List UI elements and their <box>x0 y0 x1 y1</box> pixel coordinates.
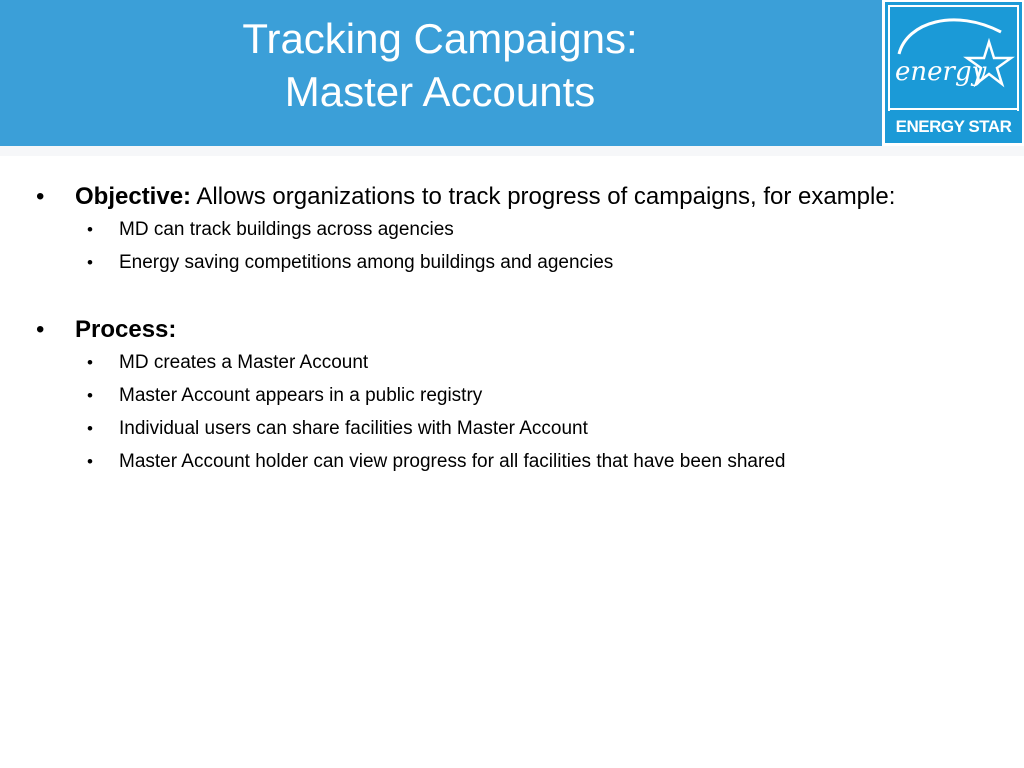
list-item <box>0 350 1024 375</box>
bullet-dot: • <box>87 220 93 239</box>
bullet-dot: • <box>87 452 93 471</box>
bullet-dot: • <box>36 316 45 343</box>
slide-title-line-2: Master Accounts <box>284 68 596 115</box>
list-item-text: MD creates a Master Account <box>119 352 369 373</box>
bullet-dot: • <box>36 183 45 210</box>
bullet-dot: • <box>87 419 93 438</box>
list-item <box>0 383 1024 408</box>
process-section <box>0 313 1024 474</box>
list-item <box>0 416 1024 441</box>
list-item-text: Master Account holder can view progress for all facilities that have been shared <box>119 451 786 472</box>
list-item-text: Individual users can share facilities with Master Account <box>119 418 588 439</box>
bullet-dot: • <box>87 386 93 405</box>
header-divider <box>0 146 1024 156</box>
slide-header <box>0 0 1024 146</box>
process-bullet <box>0 313 1024 346</box>
process-label: Process: <box>75 316 177 343</box>
logo-script-text: energy <box>895 57 987 87</box>
logo-label: ENERGY STAR <box>895 117 1012 136</box>
list-item-text: Master Account appears in a public registry <box>119 385 483 406</box>
slide-body <box>0 180 1024 482</box>
list-item-text: Energy saving competitions among buildings and agencies <box>119 252 614 273</box>
list-item-text: MD can track buildings across agencies <box>119 219 454 240</box>
objective-bullet <box>0 180 1024 213</box>
process-sub-list <box>0 350 1024 474</box>
objective-sub-list <box>0 217 1024 275</box>
objective-section <box>0 180 1024 275</box>
logo-panel <box>885 2 1022 143</box>
objective-label: Objective: <box>75 183 192 210</box>
list-item <box>0 250 1024 275</box>
slide-title-line-1: Tracking Campaigns: <box>242 15 638 62</box>
bullet-dot: • <box>87 353 93 372</box>
list-item <box>0 449 1024 474</box>
objective-text: Allows organizations to track progress of campaigns, for example: <box>191 183 896 210</box>
energy-star-logo <box>882 0 1024 146</box>
energy-star-icon <box>885 2 1022 112</box>
slide-title <box>0 12 880 118</box>
bullet-dot: • <box>87 253 93 272</box>
list-item <box>0 217 1024 242</box>
